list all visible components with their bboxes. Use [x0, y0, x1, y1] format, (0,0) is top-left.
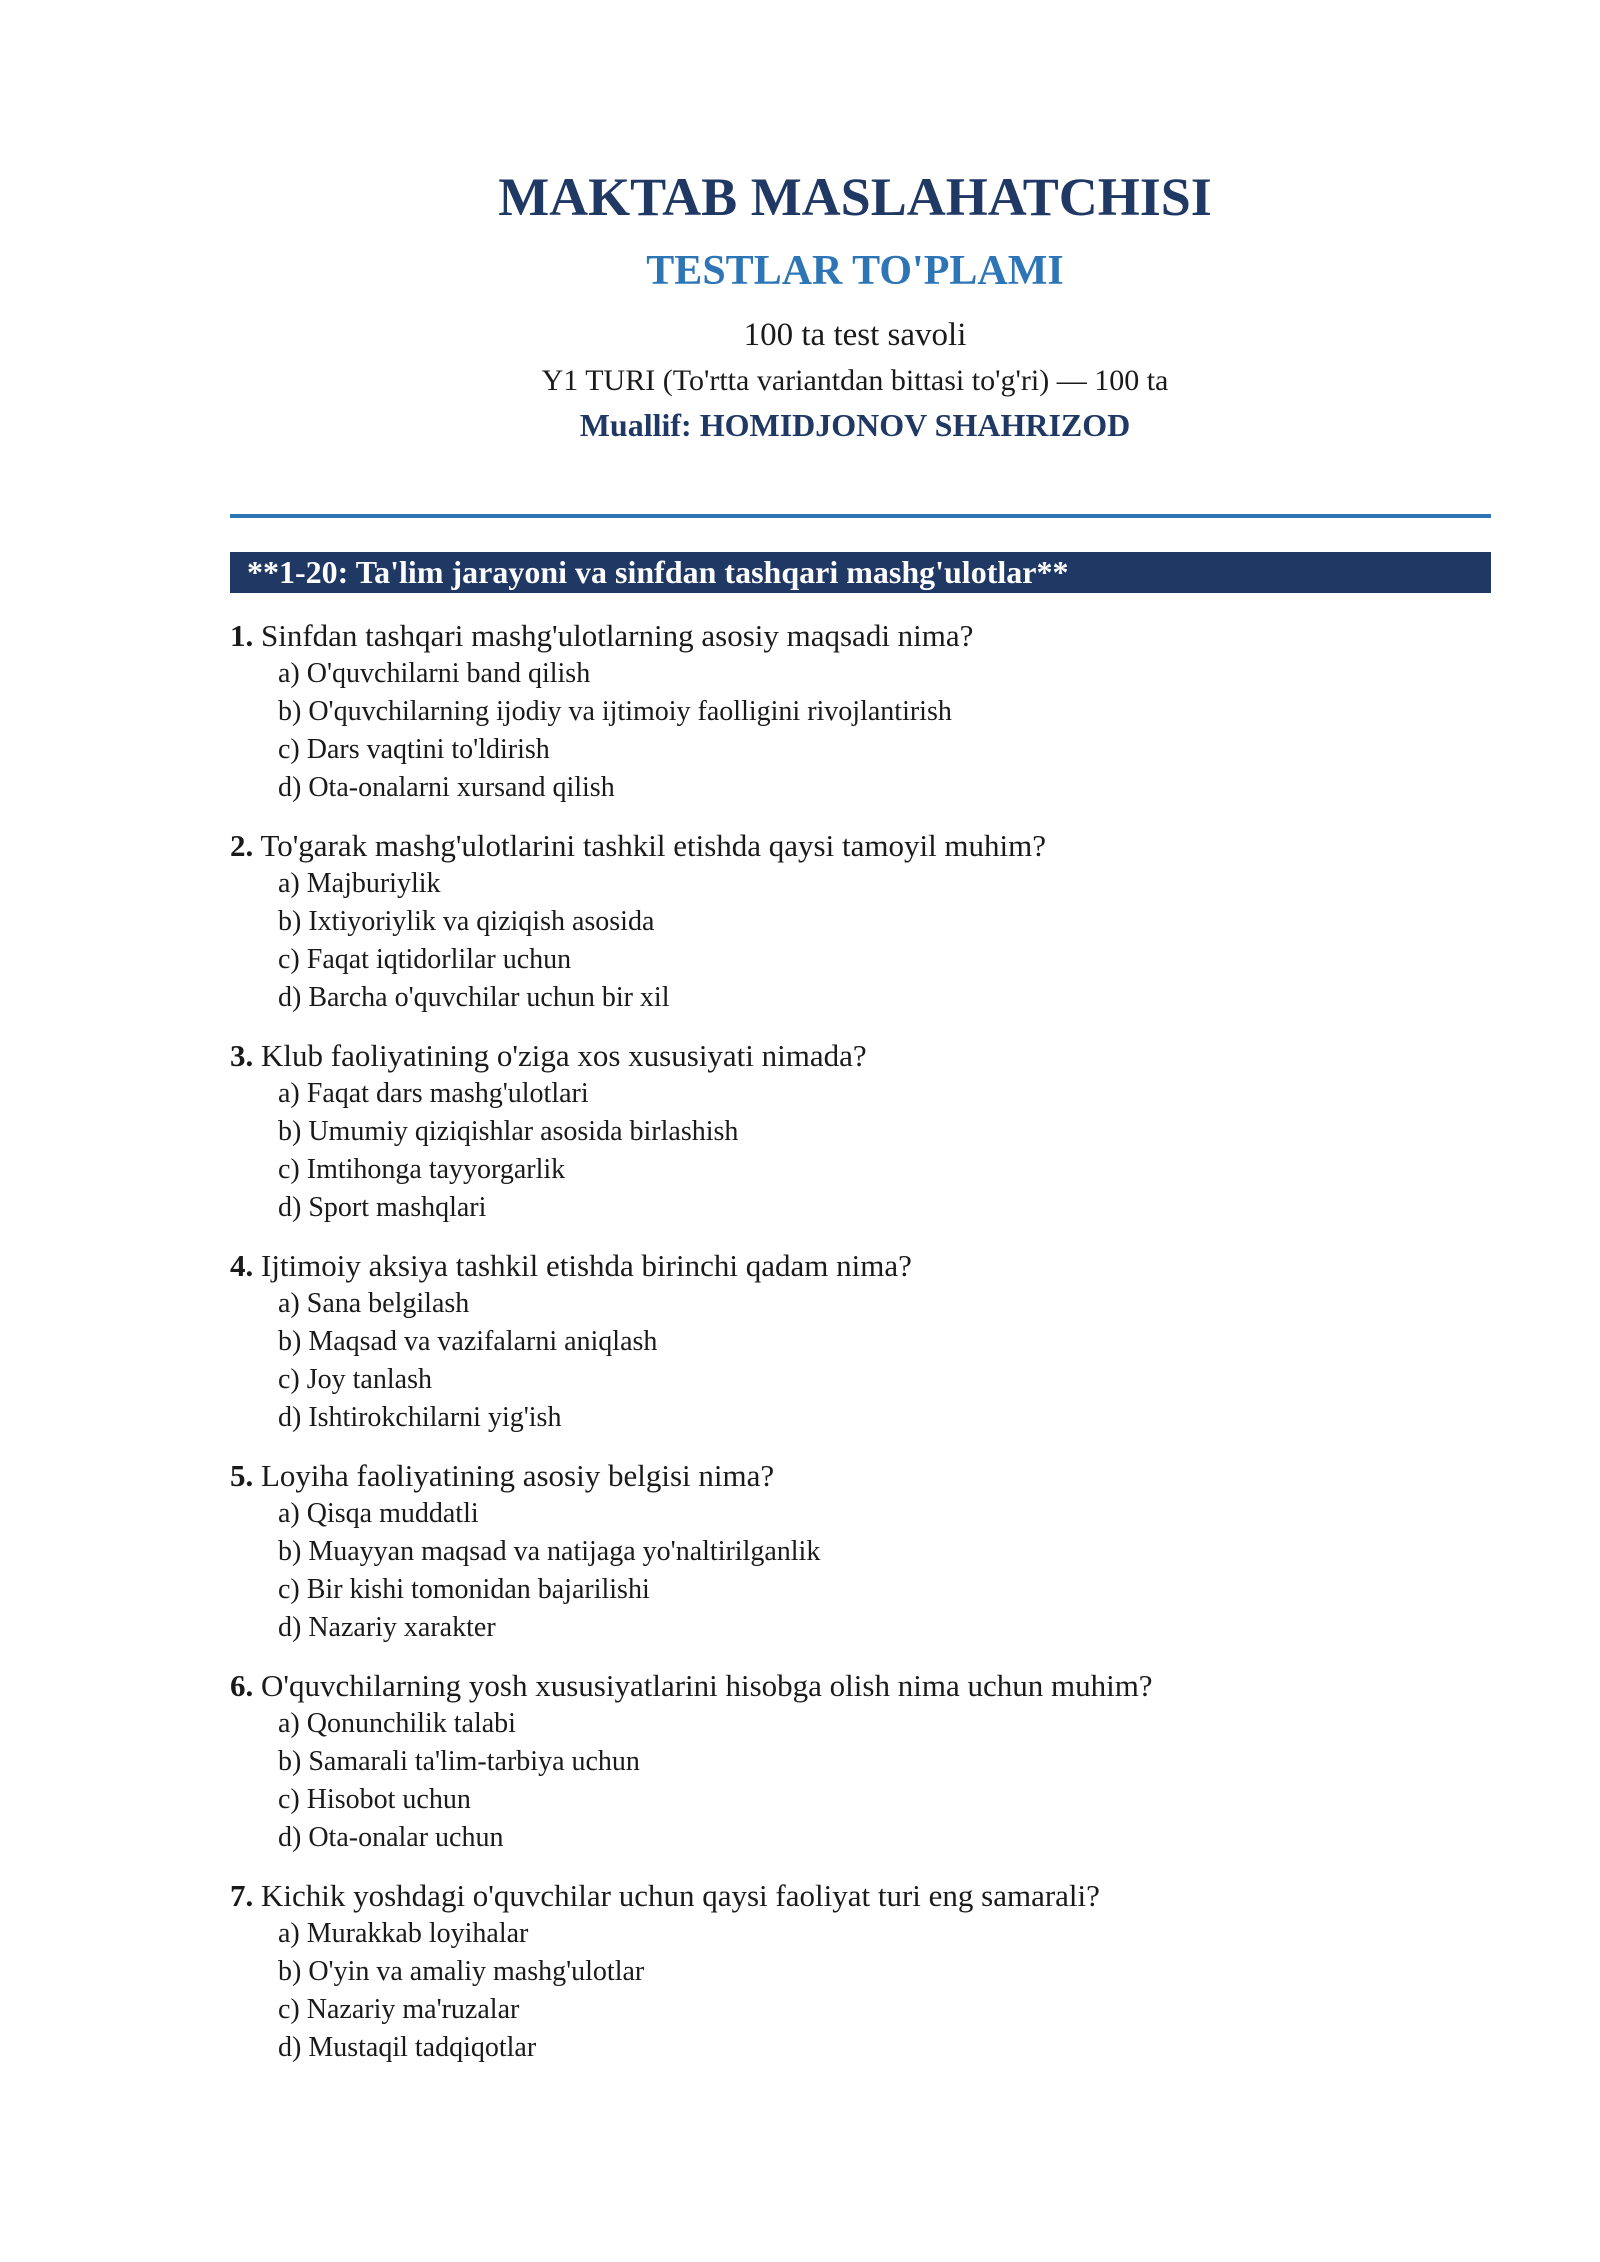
question-number: 5.	[230, 1458, 254, 1493]
question-number: 1.	[230, 618, 254, 653]
question-text: Ijtimoiy aksiya tashkil etishda birinchi qadam nima?	[261, 1248, 912, 1283]
question-item	[230, 1037, 1491, 1227]
question-item	[230, 1877, 1491, 2067]
question-item	[230, 1667, 1491, 1857]
answer-option: d) Barcha o'quvchilar uchun bir xil	[278, 982, 670, 1013]
answer-option: a) Faqat dars mashg'ulotlari	[278, 1078, 589, 1109]
answer-option: a) O'quvchilarni band qilish	[278, 658, 591, 689]
answer-option: a) Sana belgilash	[278, 1288, 470, 1319]
question-text: Klub faoliyatining o'ziga xos xususiyati nimada?	[261, 1038, 867, 1073]
header-divider	[230, 514, 1491, 518]
answer-option: b) O'yin va amaliy mashg'ulotlar	[278, 1956, 645, 1987]
answer-option: c) Faqat iqtidorlilar uchun	[278, 944, 572, 975]
question-text: Sinfdan tashqari mashg'ulotlarning asosiy maqsadi nima?	[261, 618, 974, 653]
answer-option: d) Ota-onalarni xursand qilish	[278, 772, 615, 803]
question-text: To'garak mashg'ulotlarini tashkil etishda qaysi tamoyil muhim?	[260, 828, 1047, 863]
answer-option: c) Joy tanlash	[278, 1364, 432, 1395]
question-number: 6.	[230, 1668, 254, 1703]
test-type-line: Y1 TURI (To'rtta variantdan bittasi to'g'ri) — 100 ta	[541, 364, 1169, 397]
question-line	[230, 1247, 1491, 1285]
question-number: 3.	[230, 1038, 254, 1073]
question-line	[230, 1877, 1491, 1915]
question-list	[230, 617, 1491, 2087]
question-item	[230, 827, 1491, 1017]
answer-option: c) Dars vaqtini to'ldirish	[278, 734, 550, 765]
question-line	[230, 1457, 1491, 1495]
answer-option: c) Imtihonga tayyorgarlik	[278, 1154, 566, 1185]
question-number: 7.	[230, 1878, 254, 1913]
answer-option: d) Ishtirokchilarni yig'ish	[278, 1402, 562, 1433]
question-text: Loyiha faoliyatining asosiy belgisi nima?	[261, 1458, 775, 1493]
answer-option: d) Ota-onalar uchun	[278, 1822, 504, 1853]
answer-option: a) Qisqa muddatli	[278, 1498, 479, 1529]
question-item	[230, 1247, 1491, 1437]
document-header	[0, 167, 1600, 443]
question-count: 100 ta test savoli	[743, 317, 967, 353]
question-item	[230, 1457, 1491, 1647]
answer-option: b) Samarali ta'lim-tarbiya uchun	[278, 1746, 640, 1777]
answer-option: c) Bir kishi tomonidan bajarilishi	[278, 1574, 650, 1605]
answer-option: a) Majburiylik	[278, 868, 441, 899]
author-line: Muallif: HOMIDJONOV SHAHRIZOD	[579, 407, 1131, 443]
answer-option: b) Muayyan maqsad va natijaga yo'naltirilganlik	[278, 1536, 821, 1567]
answer-option: b) Umumiy qiziqishlar asosida birlashish	[278, 1116, 739, 1147]
document-title: MAKTAB MASLAHATCHISI	[498, 167, 1212, 227]
answer-option: b) O'quvchilarning ijodiy va ijtimoiy faolligini rivojlantirish	[278, 696, 952, 727]
question-item	[230, 617, 1491, 807]
question-text: Kichik yoshdagi o'quvchilar uchun qaysi faoliyat turi eng samarali?	[261, 1878, 1100, 1913]
question-line	[230, 827, 1491, 865]
answer-option: b) Maqsad va vazifalarni aniqlash	[278, 1326, 658, 1357]
answer-option: c) Hisobot uchun	[278, 1784, 471, 1815]
question-number: 2.	[230, 828, 254, 863]
question-text: O'quvchilarning yosh xususiyatlarini hisobga olish nima uchun muhim?	[261, 1668, 1153, 1703]
answer-option: a) Qonunchilik talabi	[278, 1708, 516, 1739]
question-number: 4.	[230, 1248, 254, 1283]
answer-option: a) Murakkab loyihalar	[278, 1918, 529, 1949]
answer-option: b) Ixtiyoriylik va qiziqish asosida	[278, 906, 655, 937]
question-line	[230, 1037, 1491, 1075]
question-line	[230, 617, 1491, 655]
answer-option: d) Mustaqil tadqiqotlar	[278, 2032, 537, 2063]
answer-option: d) Sport mashqlari	[278, 1192, 487, 1223]
section-heading: **1-20: Ta'lim jarayoni va sinfdan tashqari mashg'ulotlar**	[230, 552, 1491, 593]
answer-option: d) Nazariy xarakter	[278, 1612, 496, 1643]
answer-option: c) Nazariy ma'ruzalar	[278, 1994, 520, 2025]
document-subtitle: TESTLAR TO'PLAMI	[646, 248, 1064, 294]
question-line	[230, 1667, 1491, 1705]
